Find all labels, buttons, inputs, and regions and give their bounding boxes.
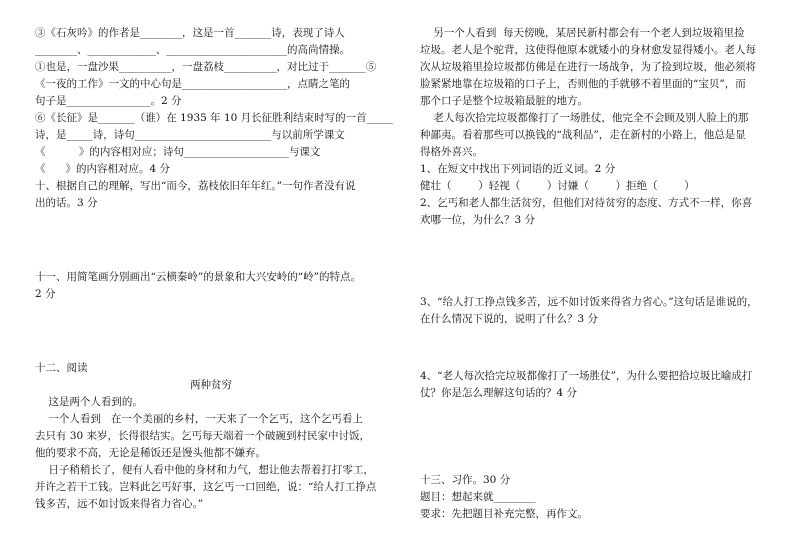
question-9-line-2: ________、_____________、_______________________的高尚情操。	[35, 44, 350, 56]
passage-line-3: 去只有 30 来岁，长得很结实。乞丐每天端着一个破碗到村民家中讨饭，	[35, 430, 371, 442]
subquestion-1-line-2: 健壮（ ）轻视（ ）讨嫌（ ）拒绝（ ）	[420, 180, 695, 192]
subquestion-2-line-2: 欢哪一位，为什么？3 分	[420, 214, 536, 226]
passage-line-4: 他的要求不高，无论是稀饭还是馒头他都不嫌弃。	[35, 447, 266, 459]
question-9-line-6: ⑥《长征》是_______（谁）在 1935 年 10 月长征胜利结束时写的一首_____	[35, 112, 393, 124]
question-10-line-2: 出的话。3 分	[35, 197, 98, 209]
passage-line-9: 垃圾。老人是个驼背，这使得他原本就矮小的身材愈发显得矮小。老人每	[420, 44, 756, 56]
question-9-line-4: 《一夜的工作》一文的中心句是____________________，点睛之笔的	[35, 78, 350, 90]
passage-line-5: 日子稍稍长了，便有人看中他的身材和力气，想让他去帮着打打零工，	[35, 464, 374, 476]
subquestion-1-line-1: 1、在短文中找出下列词语的近义词。2 分	[420, 163, 616, 175]
composition-topic: 题目：想起来就________	[420, 491, 536, 503]
passage-line-8: 另一个人看到 每天傍晚，某居民新村都会有一个老人到垃圾箱里捡	[420, 27, 745, 39]
passage-line-7: 钱多苦，远不如讨饭来得省力省心。”	[35, 498, 204, 510]
question-11-line-1: 十一、用简笔画分别画出“云横秦岭”的景象和大兴安岭的“岭”的特点。	[35, 271, 361, 283]
passage-title: 两种贫穷	[190, 379, 232, 391]
subquestion-2-line-1: 2、乞丐和老人都生活贫穷，但他们对待贫穷的态度、方式不一样，你喜	[420, 197, 753, 209]
question-9-line-1: ③《石灰吟》的作者是________，这是一首_______诗，表现了诗人	[35, 27, 345, 39]
composition-requirement: 要求：先把题目补充完整，再作文。	[420, 508, 588, 520]
question-11-line-2: 2 分	[35, 288, 56, 300]
subquestion-3-line-1: 3、“给人打工挣点钱多苦，远不如讨饭来得省力省心。”这句话是谁说的，	[420, 296, 758, 308]
passage-line-1: 这是两个人看到的。	[35, 396, 143, 408]
subquestion-4-line-2: 仗？你是怎么理解这句话的？4 分	[420, 387, 578, 399]
question-9-line-5: 句子是________________。2 分	[35, 95, 182, 107]
question-9-line-3: ①也是，一盘沙果__________，一盘荔枝__________，对比过于_______⑤	[35, 61, 377, 73]
passage-line-13: 老人每次拾完垃圾都像打了一场胜仗，他完全不会顾及别人脸上的那	[420, 112, 749, 124]
passage-line-11: 脸紧紧地靠在垃圾箱的口子上，否则他的手就够不着里面的“宝贝”，而	[420, 78, 746, 90]
passage-line-15: 得格外喜兴。	[420, 146, 483, 158]
subquestion-3-line-2: 在什么情况下说的，说明了什么？3 分	[420, 313, 599, 325]
question-10-line-1: 十、根据自己的理解，写出“而今，荔枝依旧年年红。”一句作者没有说	[35, 180, 356, 192]
passage-line-2: 一个人看到 在一个美丽的乡村，一天来了一个乞丐，这个乞丐看上	[35, 413, 363, 425]
question-12-heading: 十二、阅读	[35, 362, 88, 374]
question-9-line-7: 诗，是_____诗，诗句__________________________与以前所学课文	[35, 129, 345, 141]
question-9-line-9: 《 》的内容相对应。4 分	[35, 163, 171, 175]
question-9-line-8: 《 》的内容相对应；诗句____________________与课文	[35, 146, 321, 158]
passage-line-10: 次从垃圾箱里捡垃圾都仿佛是在进行一场战争，为了捡到垃圾，他必须将	[420, 61, 756, 73]
passage-line-12: 那个口子是整个垃圾箱最脏的地方。	[420, 95, 588, 107]
passage-line-14: 种鄙夷。看着那些可以换钱的“战利品”，走在新村的小路上，他总是显	[420, 129, 746, 141]
question-13-heading: 十三、习作。30 分	[420, 474, 511, 486]
subquestion-4-line-1: 4、“老人每次拾完垃圾都像打了一场胜仗”，为什么要把拾垃圾比喻成打	[420, 370, 753, 382]
passage-line-6: 并许之若干工钱。岂料此乞丐好事，这乞丐一口回绝，说：“给人打工挣点	[35, 481, 377, 493]
